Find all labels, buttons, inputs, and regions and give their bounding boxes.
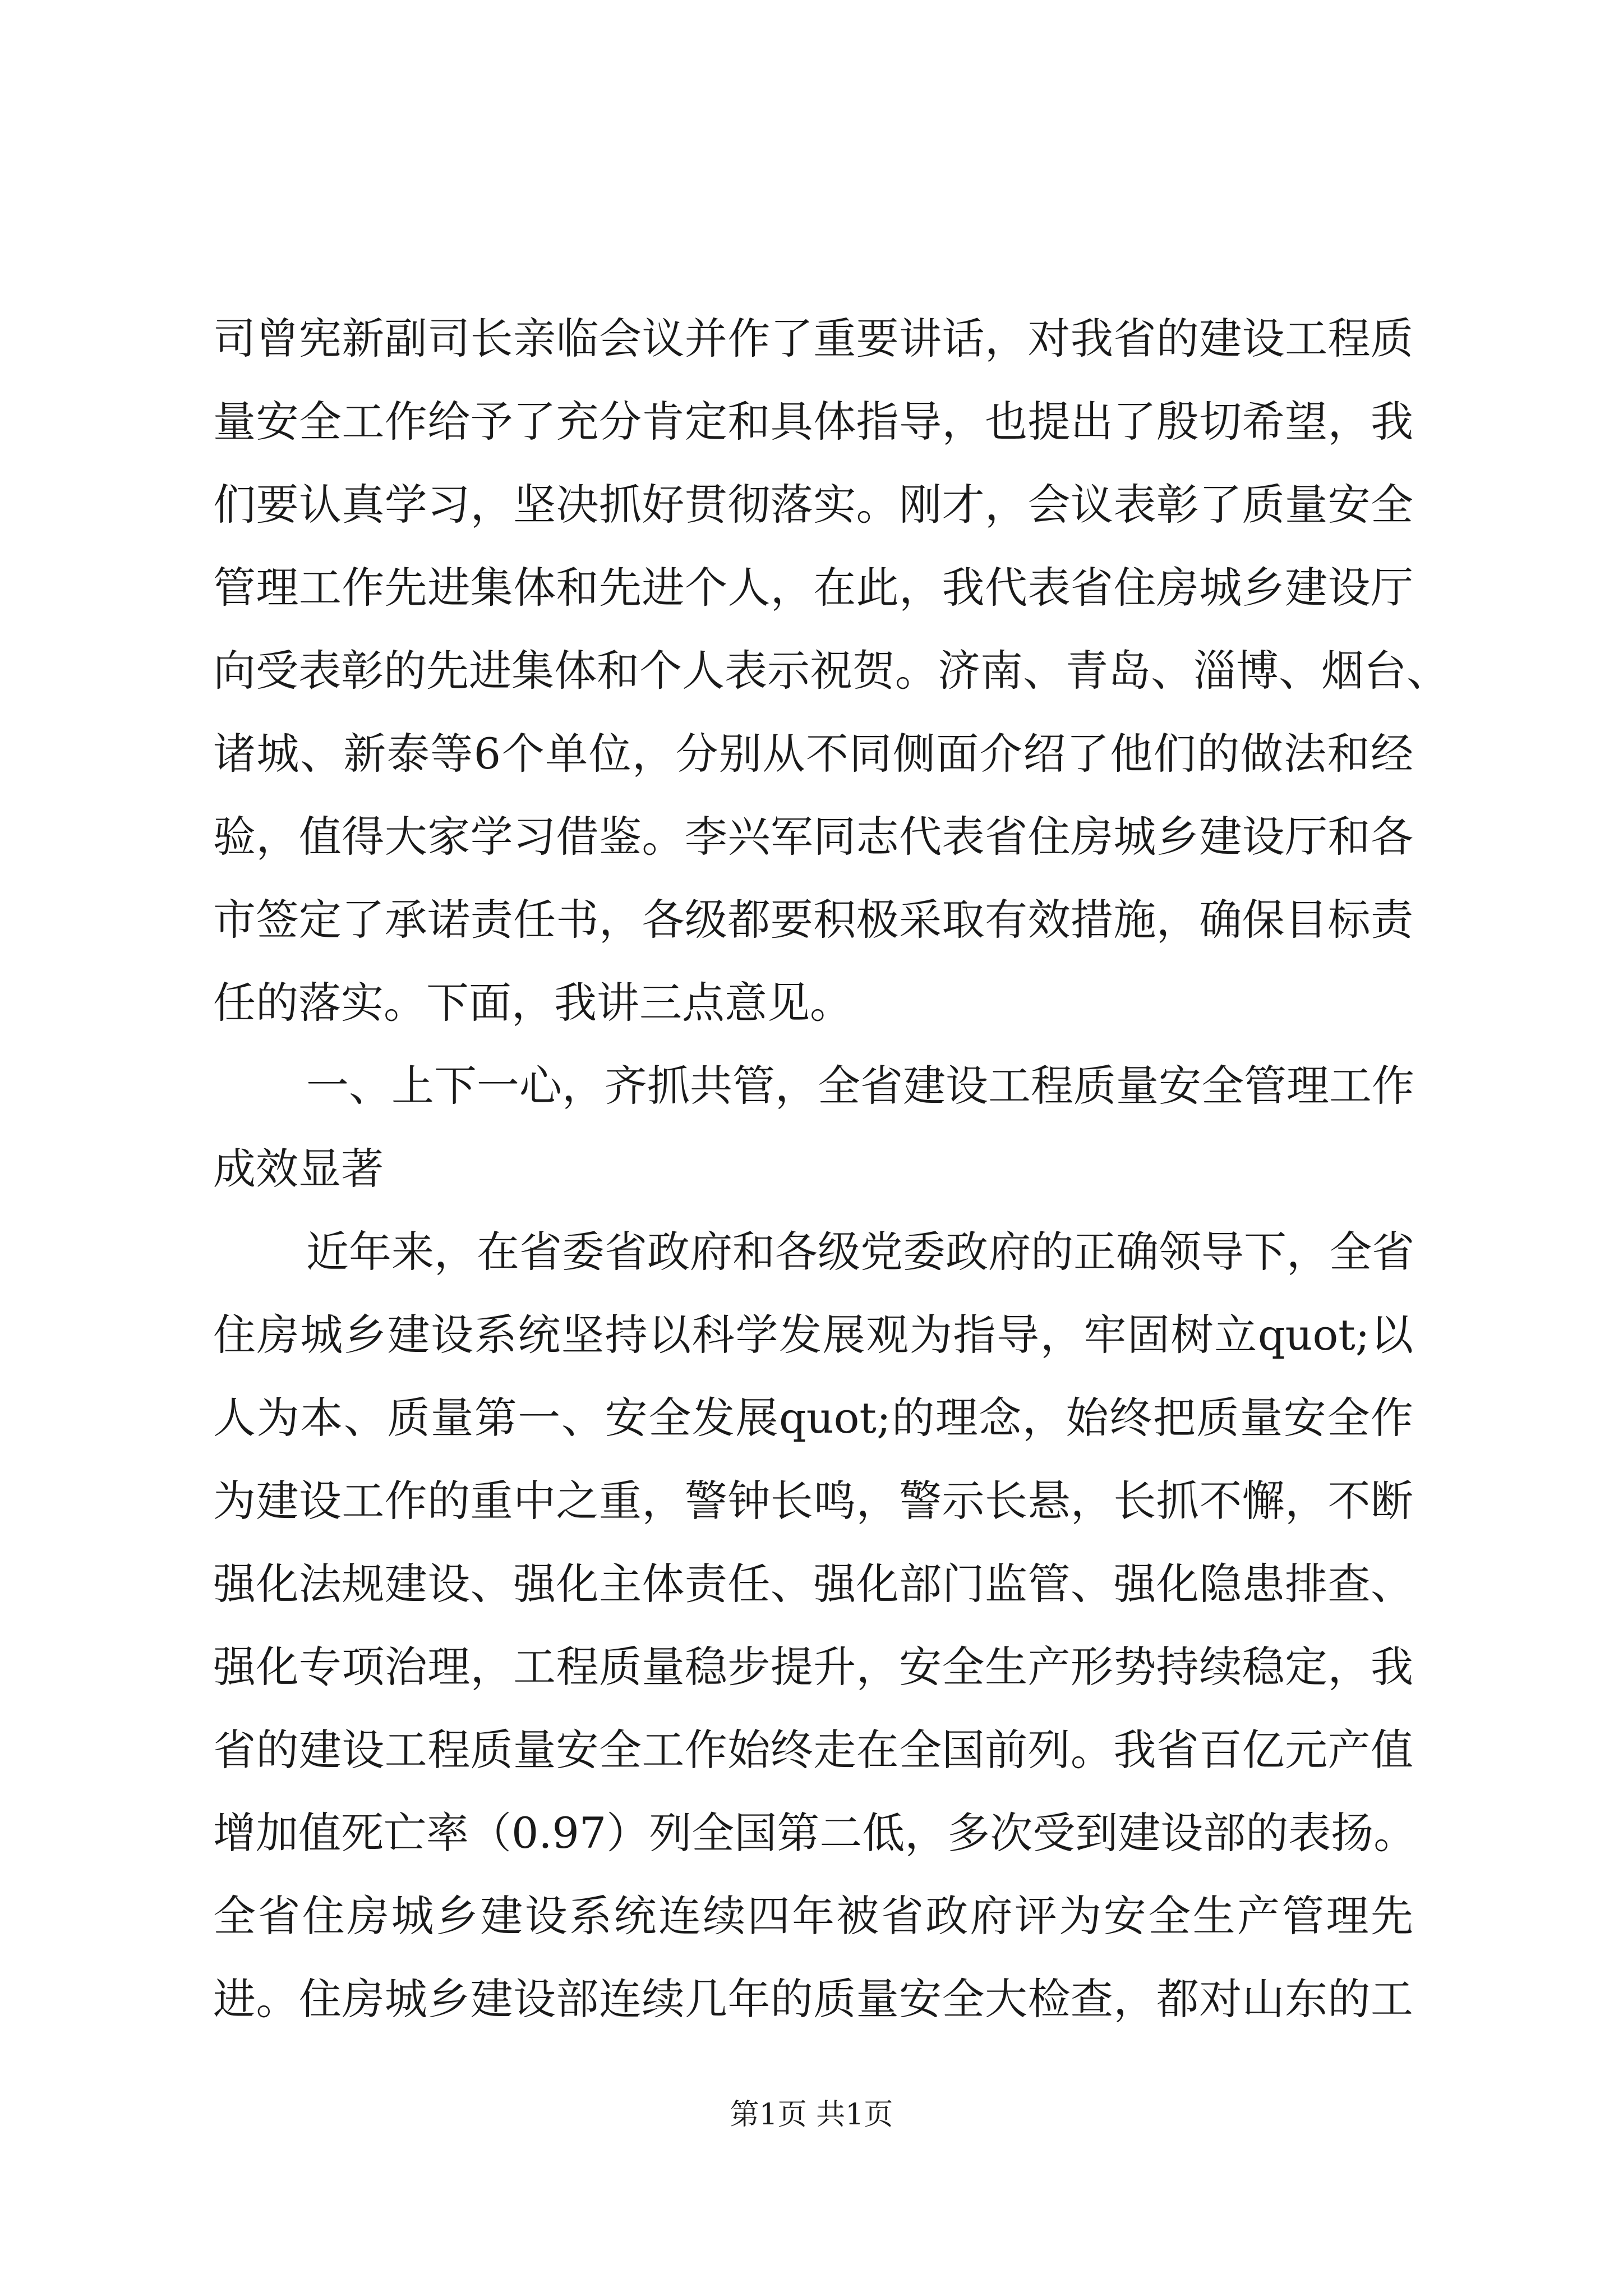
text-line: 住房城乡建设系统坚持以科学发展观为指导，牢固树立quot;以 <box>213 1310 1413 1360</box>
text-line: 诸城、新泰等6个单位，分别从不同侧面介绍了他们的做法和经 <box>213 729 1413 779</box>
text-line: 强化专项治理，工程质量稳步提升，安全生产形势持续稳定，我 <box>213 1642 1413 1692</box>
text-line: 管理工作先进集体和先进个人，在此，我代表省住房城乡建设厅 <box>213 563 1413 613</box>
document-body <box>213 297 1449 2041</box>
text-line: 强化法规建设、强化主体责任、强化部门监管、强化隐患排查、 <box>213 1559 1413 1609</box>
text-line: 省的建设工程质量安全工作始终走在全国前列。我省百亿元产值 <box>213 1725 1413 1775</box>
text-line: 们要认真学习，坚决抓好贯彻落实。刚才，会议表彰了质量安全 <box>213 480 1413 530</box>
text-line: 司曾宪新副司长亲临会议并作了重要讲话，对我省的建设工程质 <box>213 314 1413 364</box>
page-number-footer: 第1页 共1页 <box>730 2098 893 2132</box>
text-line: 为建设工作的重中之重，警钟长鸣，警示长悬，长抓不懈，不断 <box>213 1476 1413 1526</box>
section-heading-line: 成效显著 <box>213 1144 384 1194</box>
text-line: 全省住房城乡建设系统连续四年被省政府评为安全生产管理先 <box>213 1891 1413 1941</box>
text-line: 市签定了承诺责任书，各级都要积极采取有效措施，确保目标责 <box>213 895 1413 945</box>
text-line: 量安全工作给予了充分肯定和具体指导，也提出了殷切希望，我 <box>213 397 1413 447</box>
section-heading-line: 一、上下一心，齐抓共管，全省建设工程质量安全管理工作 <box>306 1061 1414 1111</box>
text-line: 近年来，在省委省政府和各级党委政府的正确领导下，全省 <box>306 1227 1414 1277</box>
text-line: 验，值得大家学习借鉴。李兴军同志代表省住房城乡建设厅和各 <box>213 812 1413 862</box>
text-line: 增加值死亡率（0.97）列全国第二低，多次受到建设部的表扬。 <box>213 1808 1417 1858</box>
text-line: 向受表彰的先进集体和个人表示祝贺。济南、青岛、淄博、烟台、 <box>213 646 1449 696</box>
text-line: 进。住房城乡建设部连续几年的质量安全大检查，都对山东的工 <box>213 1974 1413 2024</box>
text-line: 人为本、质量第一、安全发展quot;的理念，始终把质量安全作 <box>213 1393 1413 1443</box>
text-line: 任的落实。下面，我讲三点意见。 <box>213 978 852 1028</box>
